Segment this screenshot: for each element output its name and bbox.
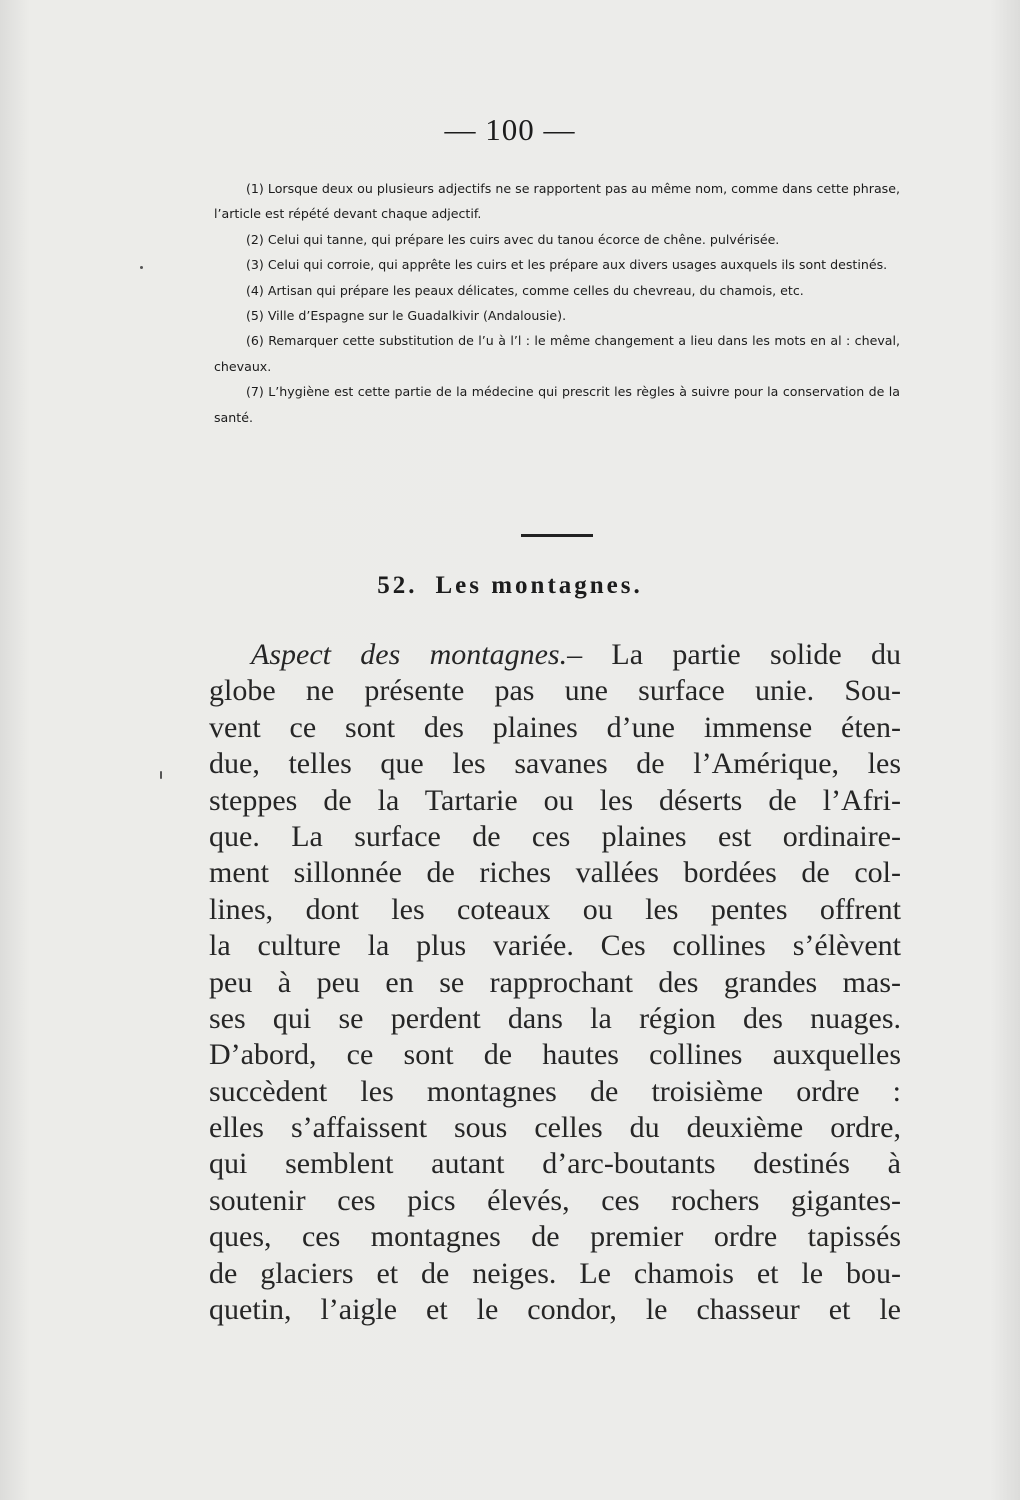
footnote-1: (1) Lorsque deux ou plusieurs adjectifs ne se rapportent pas au même nom, comme dans cette phrase, l’article est répété devant chaque adjectif. <box>214 181 900 222</box>
body-line: la culture la plus variée. Ces collines s’élèvent <box>209 929 901 963</box>
paragraph-lead: Aspect des montagnes.– <box>251 638 583 671</box>
body-line: steppes de la Tartarie ou les déserts de l’Afri- <box>209 783 901 817</box>
scan-speck <box>160 771 162 779</box>
page-number: — 100 — <box>444 112 576 147</box>
section-heading <box>0 572 1020 600</box>
body-line: globe ne présente pas une surface unie. Sou- <box>209 674 901 708</box>
body-line: succèdent les montagnes de troisième ordre : <box>209 1074 901 1108</box>
section-number: 52. <box>377 572 418 599</box>
body-line: quetin, l’aigle et le condor, le chasseur et le <box>209 1293 901 1327</box>
footnote-7: (7) L’hygiène est cette partie de la médecine qui prescrit les règles à suivre pour la conservation de la santé. <box>214 384 900 425</box>
footnote-3: (3) Celui qui corroie, qui apprête les cuirs et les prépare aux divers usages auxquels ils sont destinés. <box>246 257 888 273</box>
body-line: de glaciers et de neiges. Le chamois et le bou- <box>209 1256 901 1290</box>
scan-speck <box>140 266 143 269</box>
body-line: peu à peu en se rapprochant des grandes mas- <box>209 965 901 999</box>
footnote-5: (5) Ville d’Espagne sur le Guadalkivir (Andalousie). <box>246 308 567 324</box>
section-divider <box>521 534 593 537</box>
body-line <box>209 637 901 673</box>
body-line: que. La surface de ces plaines est ordinaire- <box>209 819 901 853</box>
body-line: vent ce sont des plaines d’une immense éten- <box>209 710 901 744</box>
body-line-text: La partie solide du <box>582 638 902 671</box>
body-line: soutenir ces pics élevés, ces rochers gigantes- <box>209 1183 901 1217</box>
footnote-6: (6) Remarquer cette substitution de l’u à l’l : le même changement a lieu dans les mots en al : cheval, chevaux. <box>214 333 900 374</box>
footnote-4: (4) Artisan qui prépare les peaux délicates, comme celles du chevreau, du chamois, etc. <box>246 282 804 298</box>
footnotes <box>214 176 900 430</box>
body-line: qui semblent autant d’arc-boutants destinés à <box>209 1147 901 1181</box>
body-paragraph <box>209 637 901 1328</box>
body-line: elles s’affaissent sous celles du deuxième ordre, <box>209 1111 901 1145</box>
body-line: ques, ces montagnes de premier ordre tapissés <box>209 1220 901 1254</box>
body-line: lines, dont les coteaux ou les pentes offrent <box>209 892 901 926</box>
body-line: ses qui se perdent dans la région des nuages. <box>209 1001 901 1035</box>
body-line: due, telles que les savanes de l’Amérique, les <box>209 747 901 781</box>
body-line: D’abord, ce sont de hautes collines auxquelles <box>209 1038 901 1072</box>
section-title: Les montagnes. <box>435 572 643 599</box>
body-line: ment sillonnée de riches vallées bordées de col- <box>209 856 901 890</box>
footnote-2: (2) Celui qui tanne, qui prépare les cuirs avec du tanou écorce de chêne. pulvérisée. <box>246 231 780 247</box>
